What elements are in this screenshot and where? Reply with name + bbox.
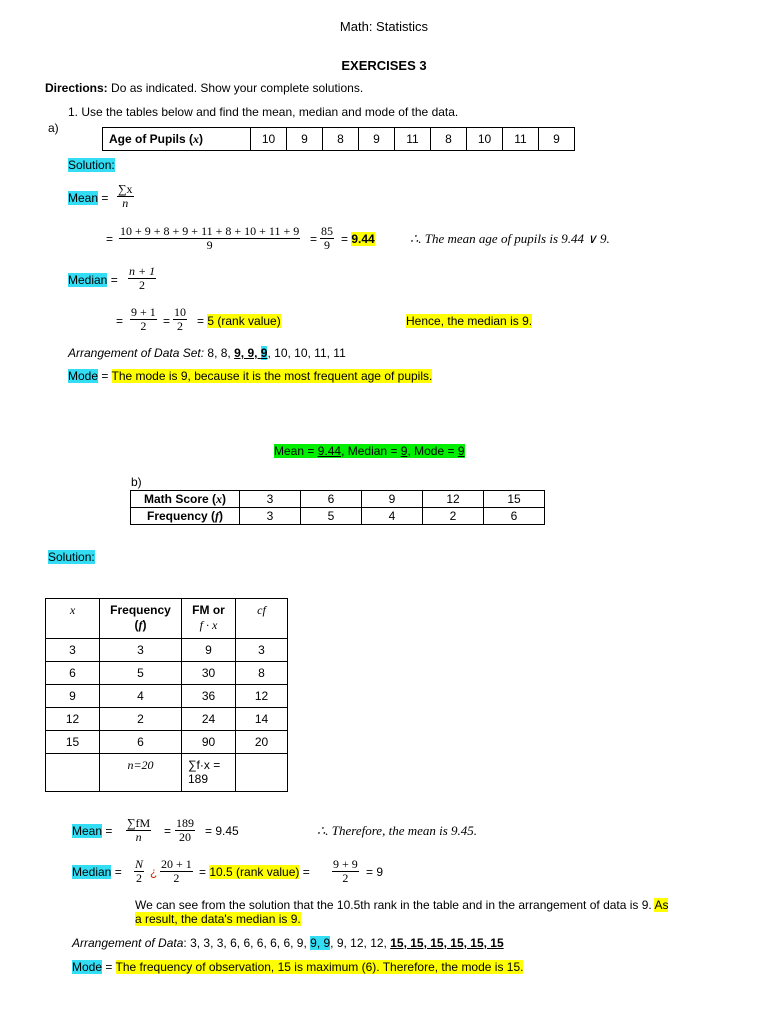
median-rank-a: 5 (rank value) <box>207 314 281 328</box>
ft-cell: 20 <box>236 731 288 754</box>
item-1: 1. Use the tables below and find the mean, median and mode of the data. <box>68 105 459 119</box>
mean-row-b: Mean = <box>72 824 113 838</box>
part-b-label: b) <box>131 475 142 489</box>
median-label-b: Median <box>72 865 112 879</box>
ft-header-frequency: Frequency (f) <box>100 599 182 639</box>
page-title: EXERCISES 3 <box>341 58 427 73</box>
ft-cell: 8 <box>236 662 288 685</box>
ft-cell: 12 <box>46 708 100 731</box>
median-value-b: $\frac{20 + 1}{2}$ <box>161 857 192 885</box>
age-cell: 10 <box>251 128 287 151</box>
age-cell: 10 <box>467 128 503 151</box>
median-formula-a: $\frac{n + 1}{2}$ <box>129 264 156 292</box>
ft-cell: 15 <box>46 731 100 754</box>
ft-cell: 2 <box>100 708 182 731</box>
ft-cell: 24 <box>182 708 236 731</box>
score-cell: 9 <box>362 491 423 508</box>
mean-result-b: = 9.45 <box>205 824 239 838</box>
mode-row-b: Mode = The frequency of observation, 15 is maximum (6). Therefore, the mode is 15. <box>72 960 524 974</box>
ages-header: Age of Pupils (x) <box>103 128 251 151</box>
arrangement-label-a: Arrangement of Data Set: <box>68 346 205 360</box>
part-a-label: a) <box>48 121 59 135</box>
ft-cell: 3 <box>46 639 100 662</box>
sum-total: $\frac{85}{9}$ <box>321 224 333 252</box>
freq-cell: 3 <box>240 508 301 525</box>
median-result-b: = 9 <box>366 865 384 879</box>
median-row-a: Median = <box>68 273 118 287</box>
scores-table <box>130 490 545 525</box>
arrangement-label-b: Arrangement of Data <box>72 936 184 950</box>
mean-value-b: $\frac{189}{20}$ <box>176 816 194 844</box>
score-cell: 15 <box>484 491 545 508</box>
freq-cell: 2 <box>423 508 484 525</box>
score-header: Math Score (x) <box>131 491 240 508</box>
ft-cell: 30 <box>182 662 236 685</box>
mean-label-b: Mean <box>72 824 103 838</box>
median-explanation-2: a result, the data's median is 9. <box>135 912 301 926</box>
freq-cell: 5 <box>301 508 362 525</box>
age-cell: 9 <box>287 128 323 151</box>
frequency-table <box>45 598 288 792</box>
ft-header-fm: FM or f · x <box>182 599 236 639</box>
ft-cell: 12 <box>236 685 288 708</box>
mode-label-b: Mode <box>72 960 103 974</box>
mean-result-a: 9.44 <box>351 232 375 246</box>
median-formula-b: $\frac{N}{2}$ <box>135 857 144 885</box>
median-row-b: Median = <box>72 865 122 879</box>
score-cell: 12 <box>423 491 484 508</box>
mean-formula-a: $\frac{\sum x}{n}$ <box>118 182 133 210</box>
ft-total-cell <box>236 754 288 792</box>
mode-row-a: Mode = The mode is 9, because it is the most frequent age of pupils. <box>68 369 433 383</box>
ft-cell: 36 <box>182 685 236 708</box>
ft-cell: 6 <box>100 731 182 754</box>
ft-cell: 14 <box>236 708 288 731</box>
solution-label-a: Solution: <box>68 158 115 172</box>
median-symbol-b: ¿ <box>150 865 158 879</box>
directions-text: Do as indicated. Show your complete solutions. <box>107 81 364 95</box>
ages-table <box>102 127 575 151</box>
mean-conclusion-a: ∴. The mean age of pupils is 9.44 ∨ 9. <box>410 231 610 246</box>
ft-cell: 4 <box>100 685 182 708</box>
age-cell: 8 <box>431 128 467 151</box>
age-cell: 8 <box>323 128 359 151</box>
mean-row-a: Mean = <box>68 191 109 205</box>
freq-cell: 4 <box>362 508 423 525</box>
ft-header-x: x <box>46 599 100 639</box>
ft-cell: 3 <box>236 639 288 662</box>
mode-text-a: The mode is 9, because it is the most frequent age of pupils. <box>111 369 433 383</box>
median-step2-a: $\frac{10}{2}$ <box>174 305 186 333</box>
ft-total-cell <box>46 754 100 792</box>
ft-cell: 90 <box>182 731 236 754</box>
summary-a: Mean = 9.44, Median = 9, Mode = 9 <box>274 444 465 458</box>
age-cell: 11 <box>503 128 539 151</box>
mean-label-a: Mean <box>68 191 99 205</box>
ft-cell: 9 <box>182 639 236 662</box>
age-cell: 9 <box>539 128 575 151</box>
ft-total-n: n=20 <box>100 754 182 792</box>
sum-expression: $\frac{10 + 9 + 8 + 9 + 11 + 8 + 10 + 11 + 9}{9}$ <box>120 224 300 252</box>
median-explanation: We can see from the solution that the 10.5th rank in the table and in the arrangement of data is 9. As <box>135 898 669 912</box>
median-conclusion-a: Hence, the median is 9. <box>406 314 533 328</box>
age-cell: 9 <box>359 128 395 151</box>
freq-header: Frequency (f) <box>131 508 240 525</box>
score-cell: 6 <box>301 491 362 508</box>
freq-cell: 6 <box>484 508 545 525</box>
score-cell: 3 <box>240 491 301 508</box>
ft-header-cf: cf <box>236 599 288 639</box>
ft-cell: 5 <box>100 662 182 685</box>
ft-cell: 6 <box>46 662 100 685</box>
directions-label: Directions: <box>45 81 108 95</box>
median-label-a: Median <box>68 273 108 287</box>
mode-text-b: The frequency of observation, 15 is maximum (6). Therefore, the mode is 15. <box>115 960 524 974</box>
arrangement-a: Arrangement of Data Set: 8, 8, 9, 9, 9, 10, 10, 11, 11 <box>68 346 346 360</box>
ft-cell: 9 <box>46 685 100 708</box>
page-subject: Math: Statistics <box>339 19 429 34</box>
median-average-b: $\frac{9 + 9}{2}$ <box>333 857 358 885</box>
ft-total-sum: ∑f·x = 189 <box>182 754 236 792</box>
ft-cell: 3 <box>100 639 182 662</box>
directions <box>45 81 363 95</box>
mean-conclusion-b: ∴. Therefore, the mean is 9.45. <box>317 823 478 838</box>
arrangement-b: Arrangement of Data: 3, 3, 3, 6, 6, 6, 6, 6, 9, 9, 9, 9, 12, 12, 15, 15, 15, 15, 15, 15 <box>72 936 504 950</box>
age-cell: 11 <box>395 128 431 151</box>
solution-label-b: Solution: <box>48 550 95 564</box>
mean-formula-b: $\frac{\sum fM}{n}$ <box>127 816 151 844</box>
median-step-a: $\frac{9 + 1}{2}$ <box>131 305 156 333</box>
median-rank-b: 10.5 (rank value) <box>209 865 300 879</box>
mode-label-a: Mode <box>68 369 99 383</box>
